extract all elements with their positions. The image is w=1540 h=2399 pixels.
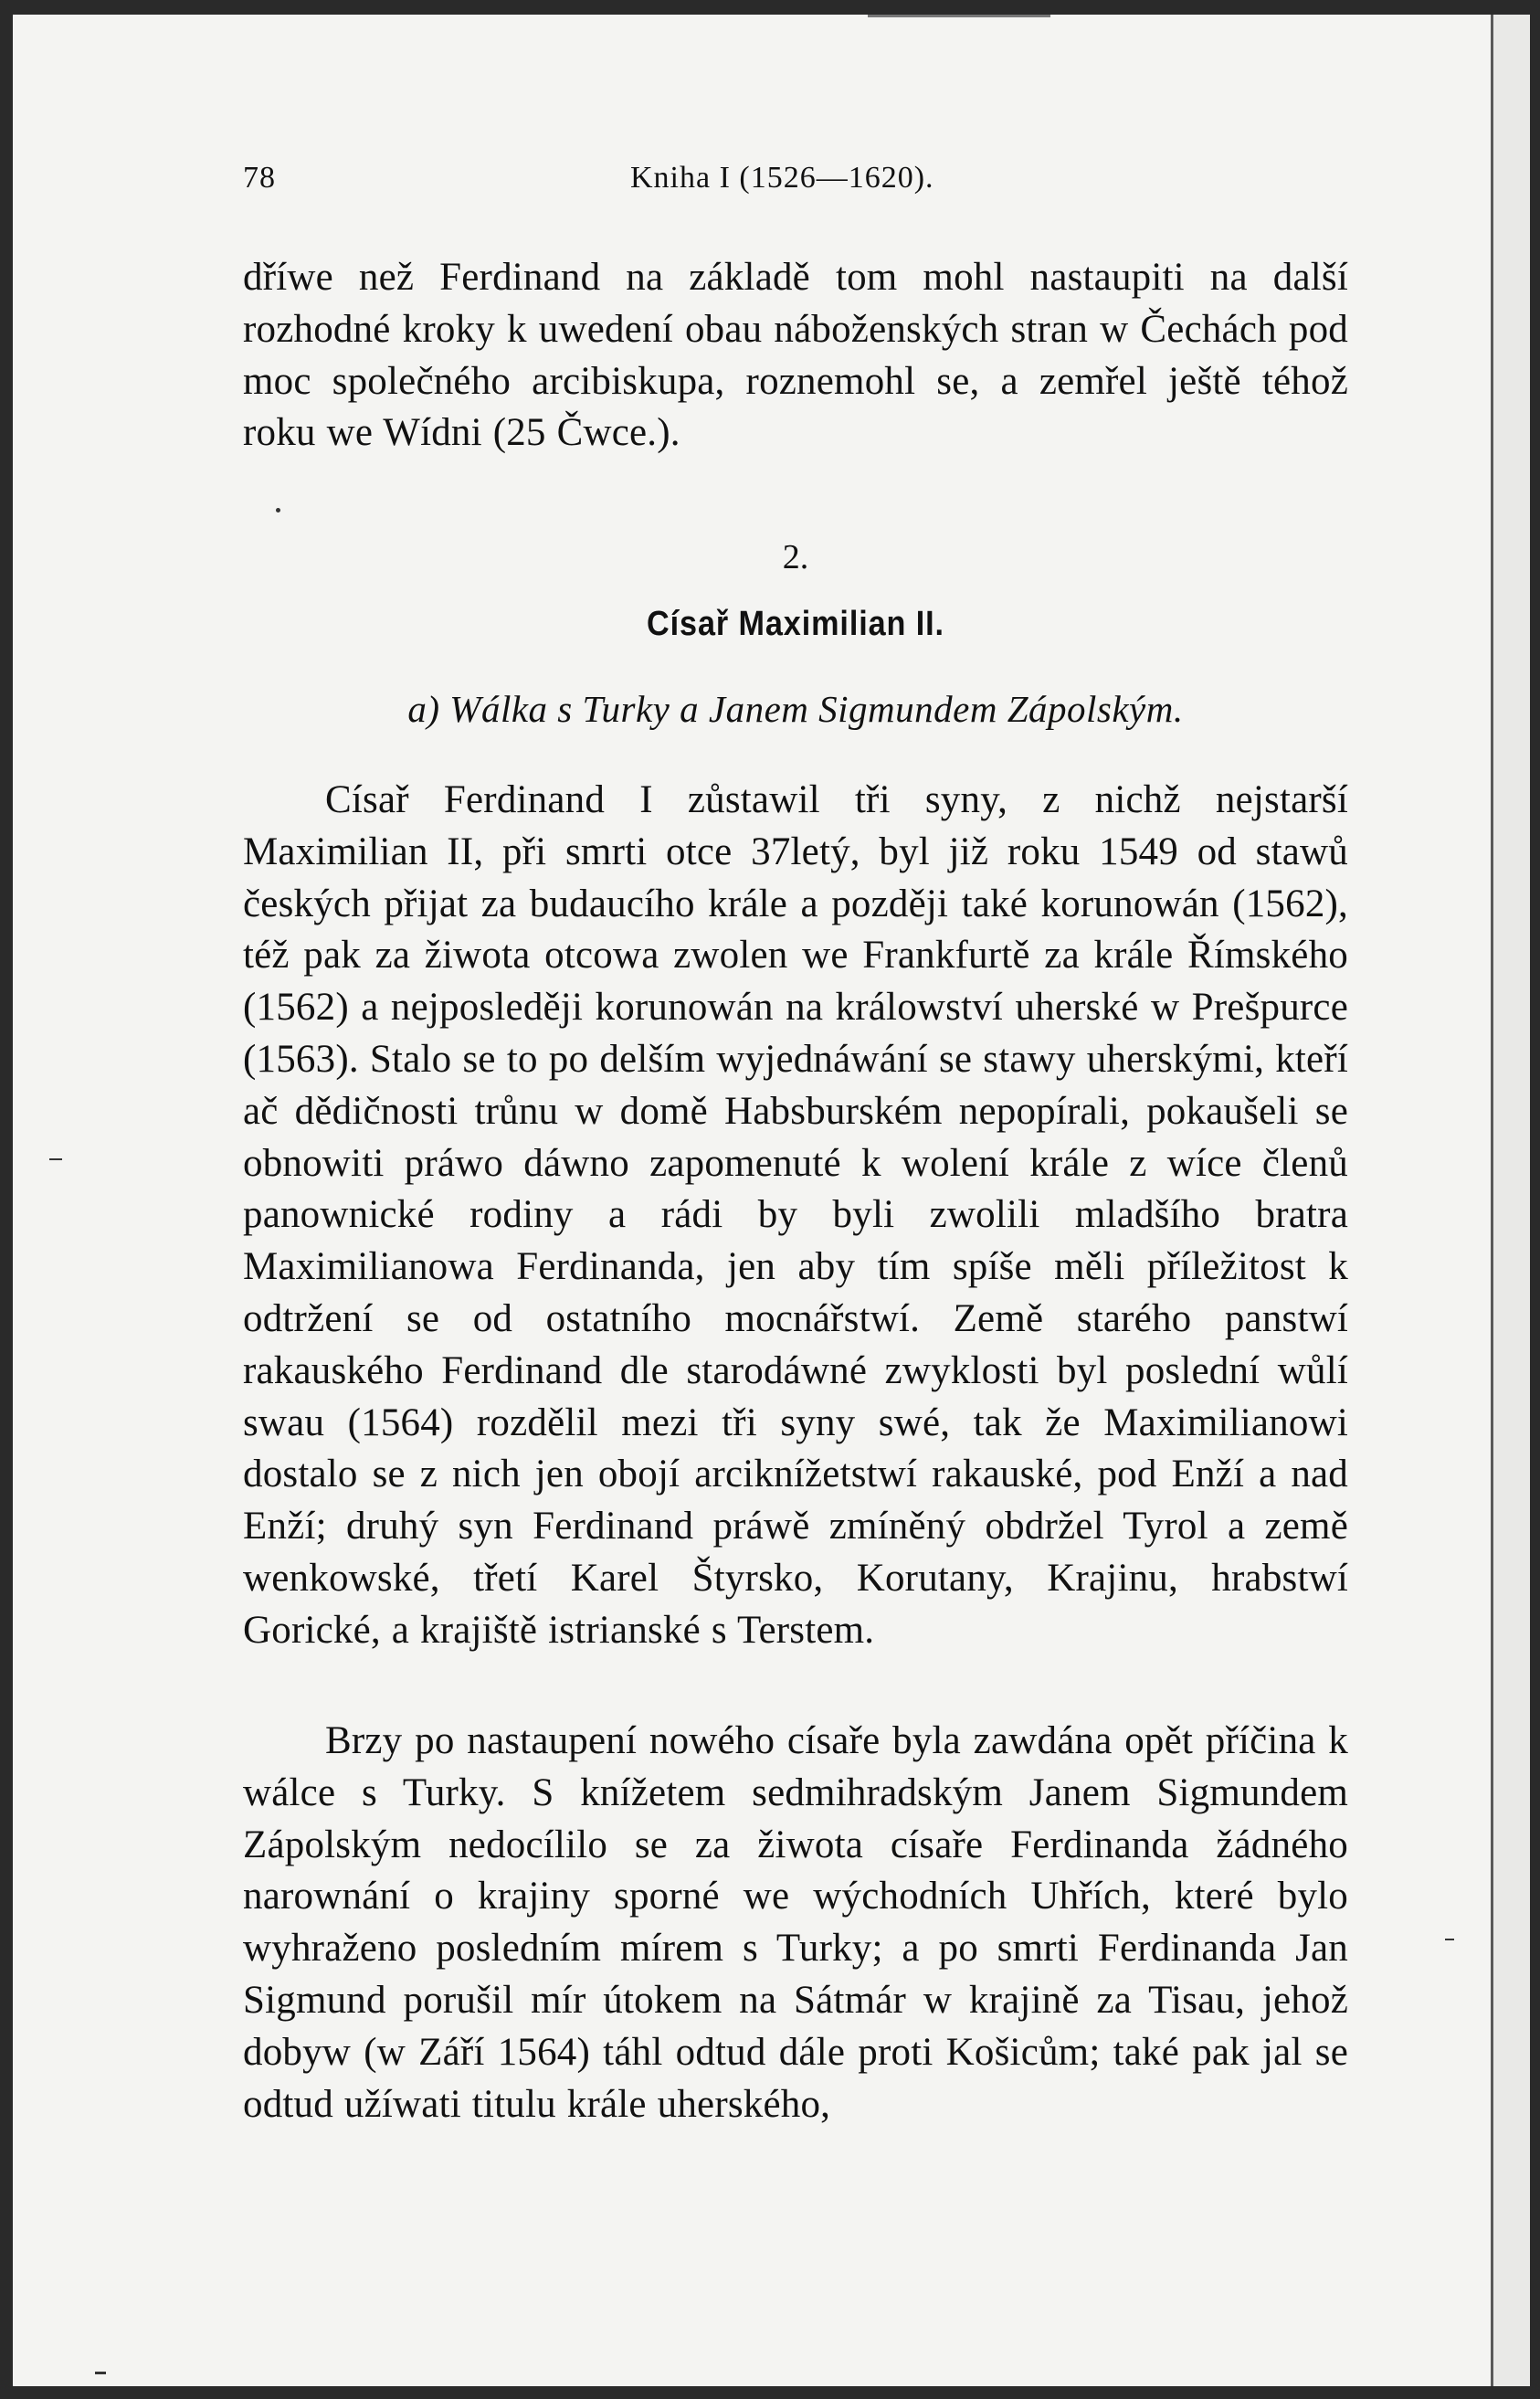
print-speck [1445,1939,1454,1940]
print-speck [95,2372,106,2374]
page-number: 78 [243,161,276,195]
print-speck [276,508,280,513]
section-title: Císař Maximilian II. [647,605,944,643]
print-speck [49,1158,62,1160]
paragraph-body-2: Brzy po nastaupení nowého císaře byla zawdána opět příčina k wálce s Turky. S knížetem sedmihradským Janem Sigmundem Zápolským nedocílilo se za žiwota císaře Ferdinanda žádného narownání o krajiny sporné we wýchodních Uhřích, které bylo wyhraženo posledním mírem s Turky; a po smrti Ferdinanda Jan Sigmund porušil mír útokem na Sátmár w krajině za Tisau, jehož dobyw (w Září 1564) táhl odtud dále proti Košicům; také pak jal se odtud užíwati titulu krále uherského, [243,1719,1348,2126]
page-top-mark [868,15,1050,17]
page-edge [1491,15,1530,2386]
running-head: Kniha I (1526—1620). [630,161,934,195]
page-header [243,161,1348,206]
paragraph-continuation: dříwe než Ferdinand na základě tom mohl nastaupiti na další rozhodné kroky k uwedení obau náboženských stran w Čechách pod moc společného arcibiskupa, roznemohl se, a zemřel ještě téhož roku we Wídni (25 Čwce.). [243,256,1348,455]
section-number: 2. [782,538,809,576]
subsection-title: a) Wálka s Turky a Janem Sigmundem Zápolským. [407,688,1184,730]
paragraph-body-1: Císař Ferdinand I zůstawil tři syny, z nichž nejstarší Maximilian II, při smrti otce 37letý, byl již roku 1549 od stawů českých přijat za budaucího krále a později také korunowán (1562), též pak za žiwota otcowa zwolen we Frankfurtě za krále Římského (1562) a nejposleději korunowán na králowství uherské w Prešpurce (1563). Stalo se to po delším wyjednáwání se stawy uherskými, kteří ač dědičnosti trůnu w domě Habsburském nepopírali, pokaušeli se obnowiti práwo dáwno zapomenuté k wolení krále z wíce členů panownické rodiny a rádi by byli zwolili mladšího bratra Maximilianowa Ferdinanda, jen aby tím spíše měli příležitost k odtržení se od ostatního mocnářstwí. Země starého panstwí rakauského Ferdinand dle starodáwné zwyklosti byl poslední wůlí swau (1564) rozdělil mezi tři syny swé, tak že Maximilianowi dostalo se z nich jen obojí arciknížetstwí rakauské, pod Enží a nad Enží; druhý syn Ferdinand práwě zmíněný obdržel Tyrol a země wenkowské, třetí Karel Štyrsko, Korutany, Krajinu, hrabstwí Gorické, a krajiště istrianské s Terstem. [243,778,1348,1652]
